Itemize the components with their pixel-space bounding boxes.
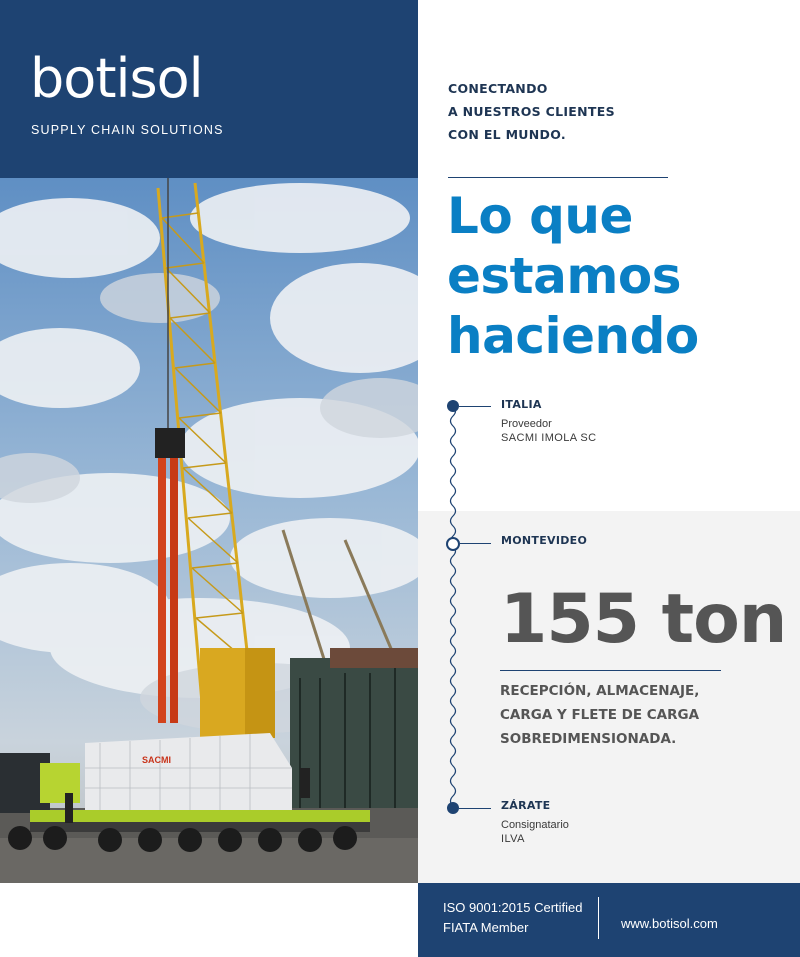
destination-connector	[459, 808, 491, 809]
origin-company: SACMI IMOLA SC	[501, 432, 597, 444]
iso-certification: ISO 9001:2015 Certified	[443, 900, 583, 915]
crane-photo	[0, 178, 418, 883]
destination-place: ZÁRATE	[501, 799, 551, 812]
fiata-membership: FIATA Member	[443, 920, 529, 935]
cargo-weight: 155 ton	[500, 580, 787, 659]
footer-bar	[418, 883, 800, 957]
services-line-3: SOBREDIMENSIONADA.	[500, 731, 677, 747]
transit-dot	[446, 537, 460, 551]
intro-line-3: CON EL MUNDO.	[448, 127, 566, 142]
route-timeline	[440, 400, 470, 820]
footer-certifications	[443, 898, 582, 938]
transit-place: MONTEVIDEO	[501, 534, 588, 547]
destination-company: ILVA	[501, 833, 525, 845]
logo-block	[0, 0, 418, 178]
transit-connector	[460, 543, 491, 544]
destination-role: Consignatario	[501, 819, 569, 831]
brand-logo: botisol	[30, 47, 203, 110]
origin-dot	[447, 400, 459, 412]
intro-line-2: A NUESTROS CLIENTES	[448, 104, 615, 119]
page-headline	[447, 186, 699, 366]
services-line-1: RECEPCIÓN, ALMACENAJE,	[500, 683, 700, 699]
headline-line-1: Lo que	[447, 187, 633, 245]
origin-connector	[459, 406, 491, 407]
services-text	[500, 679, 699, 751]
headline-line-3: haciendo	[447, 307, 699, 365]
website-link[interactable]: www.botisol.com	[621, 916, 718, 931]
destination-dot	[447, 802, 459, 814]
bottom-margin	[0, 883, 418, 957]
divider-top	[448, 177, 668, 178]
divider-mid	[500, 670, 721, 671]
intro-line-1: CONECTANDO	[448, 81, 548, 96]
crate-label: SACMI	[142, 755, 171, 765]
brand-tagline: SUPPLY CHAIN SOLUTIONS	[31, 123, 224, 137]
intro-tagline	[448, 77, 615, 146]
headline-line-2: estamos	[447, 247, 682, 305]
origin-place: ITALIA	[501, 398, 542, 411]
services-line-2: CARGA Y FLETE DE CARGA	[500, 707, 700, 723]
origin-role: Proveedor	[501, 418, 552, 430]
footer-separator	[598, 897, 599, 939]
